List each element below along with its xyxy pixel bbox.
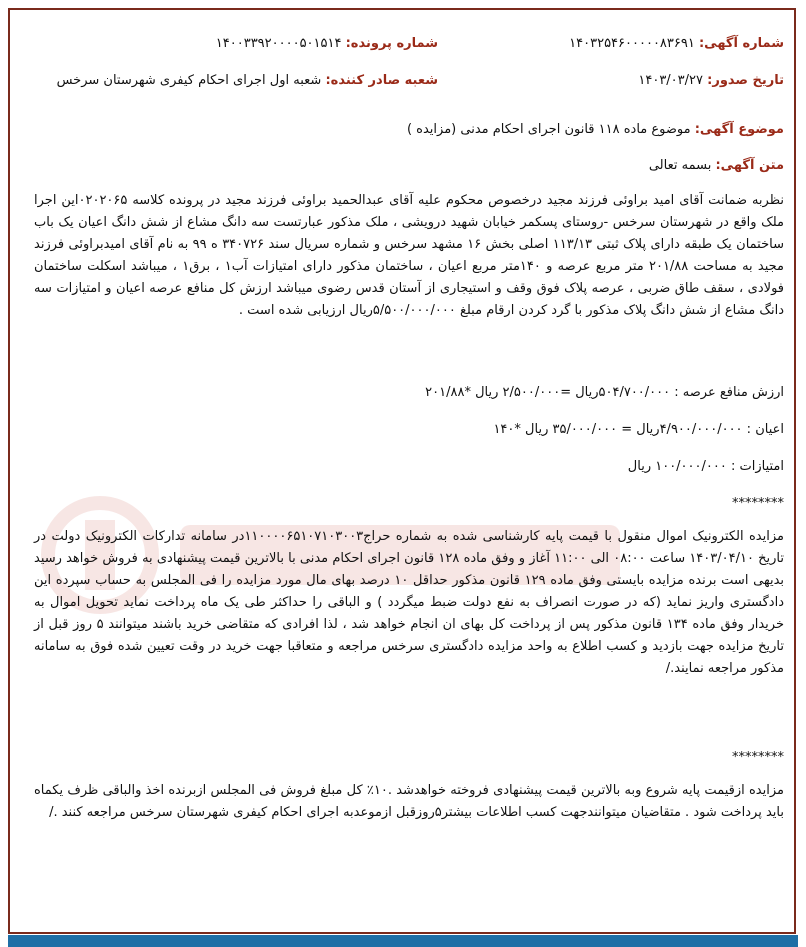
separator-stars-1: ******** — [732, 496, 784, 511]
case-number-label: شماره پرونده: — [345, 36, 438, 51]
text-intro-row — [649, 158, 784, 173]
case-number-value: ۱۴۰۰۳۳۹۲۰۰۰۰۵۰۱۵۱۴ — [215, 36, 342, 51]
subject-label: موضوع آگهی: — [694, 122, 784, 137]
notice-number-label: شماره آگهی: — [698, 36, 784, 51]
valuation-land-line: ارزش منافع عرصه : ۵۰۴/۷۰۰/۰۰۰ریال =۲/۵۰۰/۰۰۰ ریال *۲۰۱/۸۸ — [425, 385, 784, 400]
text-intro-value: بسمه تعالی — [648, 158, 712, 173]
paragraph-final: مزایده ازقیمت پایه شروع وبه بالاترین قیمت پیشنهادی فروخته خواهدشد .۱۰٪ کل مبلغ فروش فی المجلس ازبرنده اخذ والباقی ظرف یکماه باید پرداخت شود . متقاضیان میتوانندجهت کسب اطلاعات بیشتر۵روزقبل ازموعدبه اجرای احکام کیفری شهرستان سرخس مراجعه کنند ./ — [34, 783, 784, 820]
issue-date-row — [638, 73, 784, 88]
notice-number-value: ۱۴۰۳۲۵۴۶۰۰۰۰۰۸۳۶۹۱ — [569, 36, 695, 51]
issuer-row — [57, 73, 438, 88]
text-intro-label: متن آگهی: — [715, 158, 784, 173]
notice-number-row — [569, 36, 784, 51]
valuation-utilities-line: امتیازات : ۱۰۰/۰۰۰/۰۰۰ ریال — [627, 459, 784, 474]
issue-date-label: تاریخ صدور: — [707, 73, 784, 88]
bottom-bar — [8, 935, 798, 947]
case-number-row — [216, 36, 438, 51]
subject-row — [407, 122, 784, 137]
paragraph-main: نظربه ضمانت آقای امید براوئی فرزند مجید درخصوص محکوم علیه آقای عبدالحمید براوئی فرزند مجید در پرونده کلاسه ۰۲۰۲۰۶۵این اجرا ملک واقع در شهرستان سرخس -روستای پسکمر خیابان شهید درویشی ، ملک مذکور عبارتست سه دانگ مشاع از شش دانگ اعیان یک باب ساختمان یک طبقه دارای پلاک ثبتی ۱۱۳/۱۳ اصلی بخش ۱۶ مشهد سرخس و شماره سریال سند ۳۴۰۷۲۶ ه ۹۹ به نام آقای امیدبراوئی فرزند مجید به مساحت ۲۰۱/۸۸ متر مربع عرصه و ۱۴۰متر مربع اعیان ، ساختمان مذکور دارای امتیازات آب۱ ، برق۱ ، میباشد اسکلت ساختمان فولادی ، سقف طاق ضربی ، عرصه پلاک فوق وقف و استیجاری از آستان قدس رضوی میباشد ارزش کل منافع عرصه اعیان و امتیازات سه دانگ مشاع از شش دانگ پلاک مذکور با گرد کردن ارقام مبلغ ۵/۵۰۰/۰۰۰/۰۰۰ریال ارزیابی شده است . — [34, 193, 784, 318]
issuer-value: شعبه اول اجرای احکام کیفری شهرستان سرخس — [56, 73, 322, 88]
issue-date-value: ۱۴۰۳/۰۳/۲۷ — [638, 73, 703, 88]
paragraph-auction: مزایده الکترونیک اموال منقول با قیمت پایه کارشناسی شده به شماره حراج۱۱۰۰۰۰۶۵۱۰۷۱۰۳۰۰۳در سامانه تدارکات الکترونیک دولت در تاریخ ۱۴۰۳/۰۴/۱۰ ساعت ۰۸:۰۰ الی ۱۱:۰۰ آغاز و وفق ماده ۱۲۸ قانون اجرای احکام مدنی با بالاترین قیمت پیشنهادی به فروش خواهد رسید بدیهی است برنده مزایده بایستی وفق ماده ۱۲۹ قانون مذکور حداقل ۱۰ درصد بهای مال مورد مزایده را فی المجلس به حساب سپرده این دادگستری واریز نماید (که در صورت انصراف به نفع دولت ضبط میگردد ) و الباقی را حداکثر طی یک ماه پرداخت نماید تحویل اموال به خریدار وفق ماده ۱۳۴ قانون مذکور پس از پرداخت کل بهای ان انجام خواهد شد ، لذا افرادی که متقاضی خرید باشند میتوانند ۵ روز قبل از تاریخ مزایده جهت بازدید و کسب اطلاع به واحد مزایده دادگستری سرخس مراجعه و متعاقبا جهت خرید در وقت تعیین شده فوق به سامانه مذکور مراجعه نمایند./ — [34, 529, 785, 676]
valuation-building-line: اعیان : ۴/۹۰۰/۰۰۰/۰۰۰ریال = ۳۵/۰۰۰/۰۰۰ ریال *۱۴۰ — [493, 422, 784, 437]
issuer-label: شعبه صادر کننده: — [325, 73, 438, 88]
separator-stars-2: ******** — [732, 750, 784, 765]
subject-value: موضوع ماده ۱۱۸ قانون اجرای احکام مدنی (مزایده ) — [406, 122, 691, 137]
